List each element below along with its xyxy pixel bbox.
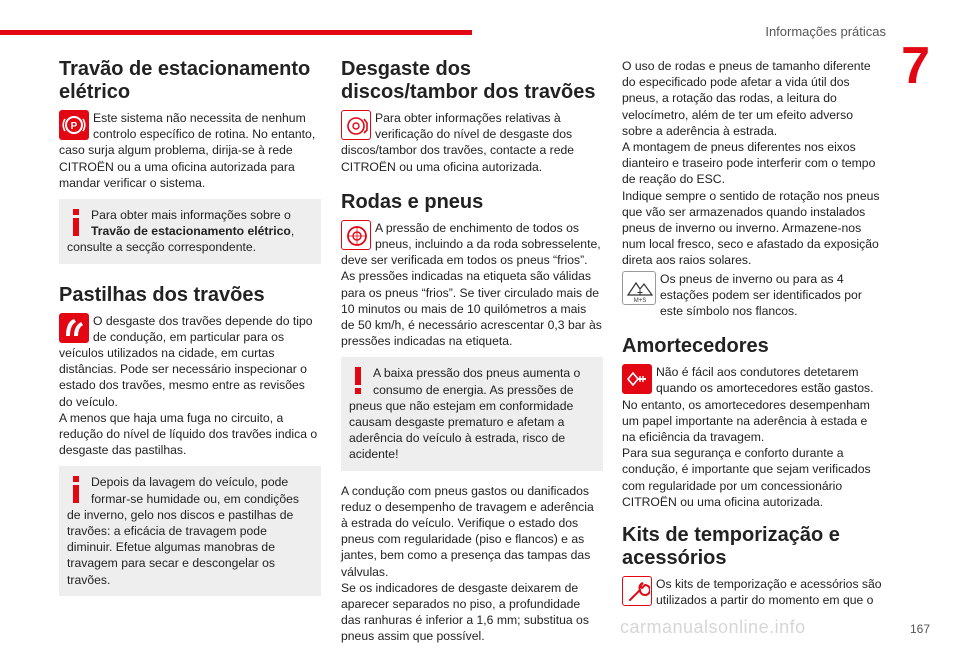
heading-timing-kits: Kits de temporização e acessórios — [622, 524, 840, 570]
parking-brake-text: Este sistema não necessita de nenhum controlo específico de rotina. No entanto, caso surja algum problema, dirija-se à rede CITROËN ou a uma oficina autorizada para mandar verificar o sistema. — [59, 111, 316, 190]
info-icon — [67, 207, 85, 237]
page-header — [0, 0, 960, 40]
heading-brake-pads: Pastilhas dos travões — [59, 283, 265, 306]
section-shock-absorbers — [622, 335, 884, 510]
info-note-text: Para obter mais informações sobre o Travão de estacionamento elétrico, consulte a secção correspondente. — [67, 208, 295, 255]
tyre-icon — [341, 220, 371, 250]
section-disc-wear — [341, 58, 603, 175]
heading-wheels-tyres: Rodas e pneus — [341, 190, 484, 213]
disc-wear-text: Para obter informações relativas à verificação do nível de desgaste dos discos/tambor dos travões, contacte a rede CITROËN ou uma oficina autorizada. — [341, 111, 575, 174]
tyres-text-4: Se os indicadores de desgaste deixarem de aparecer separados no piso, a profundidade das ranhuras é inferior a 1,6 mm; substitua os pneus assim que possível. — [341, 580, 589, 644]
mountain-snowflake-icon — [622, 271, 656, 305]
header-accent-line — [0, 30, 472, 35]
timing-kits-text: Os kits de temporização e acessórios são utilizados a partir do momento em que o — [656, 577, 882, 608]
parking-brake-icon — [59, 110, 89, 140]
brake-pads-text-2: A menos que haja uma fuga no circuito, a redução do nível de líquido dos travões indica o desgaste das pastilhas. — [59, 410, 318, 458]
shock-absorbers-text-1: Não é fácil aos condutores detetarem quando os amortecedores estão gastos. No entanto, os amortecedores desempenham um papel importante na aderência à estada e na eficiência da travagem. — [622, 365, 874, 445]
heading-shock-absorbers: Amortecedores — [622, 335, 769, 358]
brake-disc-icon — [341, 110, 371, 140]
column-3 — [622, 58, 884, 618]
brake-pads-text-1: O desgaste dos travões depende do tipo de condução, em particular para os veículos utilizados na cidade, em curtas distâncias. Pode ser necessário inspecionar o estado dos travões, mesmo entre as revisões do veículo. — [59, 313, 313, 409]
tyres-text-3: A condução com pneus gastos ou danificados reduz o desempenho de travagem e aderência à estrada do veículo. Verifique o estado dos pneus com regularidade (piso e flancos) e as jantes, bem como a presença das tampas das válvulas. — [341, 483, 594, 579]
svg-text:P: P — [70, 121, 78, 132]
page-number: 167 — [909, 622, 930, 636]
tyres-text-2: As pressões indicadas na etiqueta são válidas para os pneus “frios”. Se tiver circulado mais de 10 minutos ou mais de 10 quilómetros a mais de 50 km/h, é necessário acrescentar 0,3 bar às pressões indicadas na etiqueta. — [341, 269, 602, 349]
tyres-cont-text-3: Indique sempre o sentido de rotação nos pneus que vão ser armazenados quando instalados pneus de inverno ou inverno. Armazene-nos num local fresco, seco e afastado da exposição direta aos raios solares. — [622, 188, 880, 268]
shock-absorbers-text-2: Para sua segurança e conforto durante a condução, é importante que sejam verificados com regularidade por um concessionário CITROËN ou uma oficina autorizada. — [622, 446, 871, 509]
tyres-cont-text-2: A montagem de pneus diferentes nos eixos dianteiro e traseiro pode interferir com o tempo de reação do ESC. — [622, 140, 876, 187]
section-parking-brake — [59, 58, 321, 264]
shock-absorber-icon — [622, 364, 652, 394]
heading-disc-wear: Desgaste dos discos/tambor dos travões — [341, 58, 596, 103]
column-1 — [59, 58, 321, 608]
tyres-text-1: A pressão de enchimento de todos os pneus, incluindo a da roda sobresselente, deve ser verificada em todos os pneus “frios”. — [341, 220, 601, 268]
section-brake-pads — [59, 284, 321, 596]
warning-note-text: A baixa pressão dos pneus aumenta o consumo de energia. As pressões de pneus que não estejam em conformidade causam desgaste prematuro e afetam a aderência do veículo à estrada, risco de acidente! — [349, 366, 581, 462]
column-2 — [341, 58, 603, 655]
tyres-cont-text-1: O uso de rodas e pneus de tamanho diferente do especificado pode afetar a vida útil dos pneus, a rotação das rodas, a leitura do velocímetro, além de ter um efeito adverso sobre a aderência à estrada. — [622, 59, 871, 138]
info-icon — [67, 474, 85, 504]
section-wheels-tyres — [341, 191, 603, 645]
warning-icon — [349, 365, 367, 395]
info-note — [59, 199, 321, 264]
watermark: carmanualsonline.info — [620, 617, 806, 637]
brake-pads-icon — [59, 313, 89, 343]
info-note — [59, 466, 321, 595]
section-title: Informações práticas — [765, 24, 886, 39]
winter-tyre-text: Os pneus de inverno ou para as 4 estações podem ser identificados por este símbolo nos flancos. — [660, 271, 862, 319]
winter-tyre-block — [622, 271, 884, 320]
ms-label: M+S — [633, 297, 647, 303]
chapter-number: 7 — [901, 37, 930, 95]
section-timing-kits — [622, 524, 884, 608]
warning-note — [341, 357, 603, 470]
info-note-text: Depois da lavagem do veículo, pode formar-se humidade ou, em condições de inverno, gelo nos discos e pastilhas de travões: a eficácia de travagem pode diminuir. Efetue algumas manobras de travagem para secar e descongelar os travões. — [67, 475, 299, 587]
heading-parking-brake: Travão de estacionamento elétrico — [59, 58, 311, 103]
wrench-icon — [622, 576, 652, 606]
